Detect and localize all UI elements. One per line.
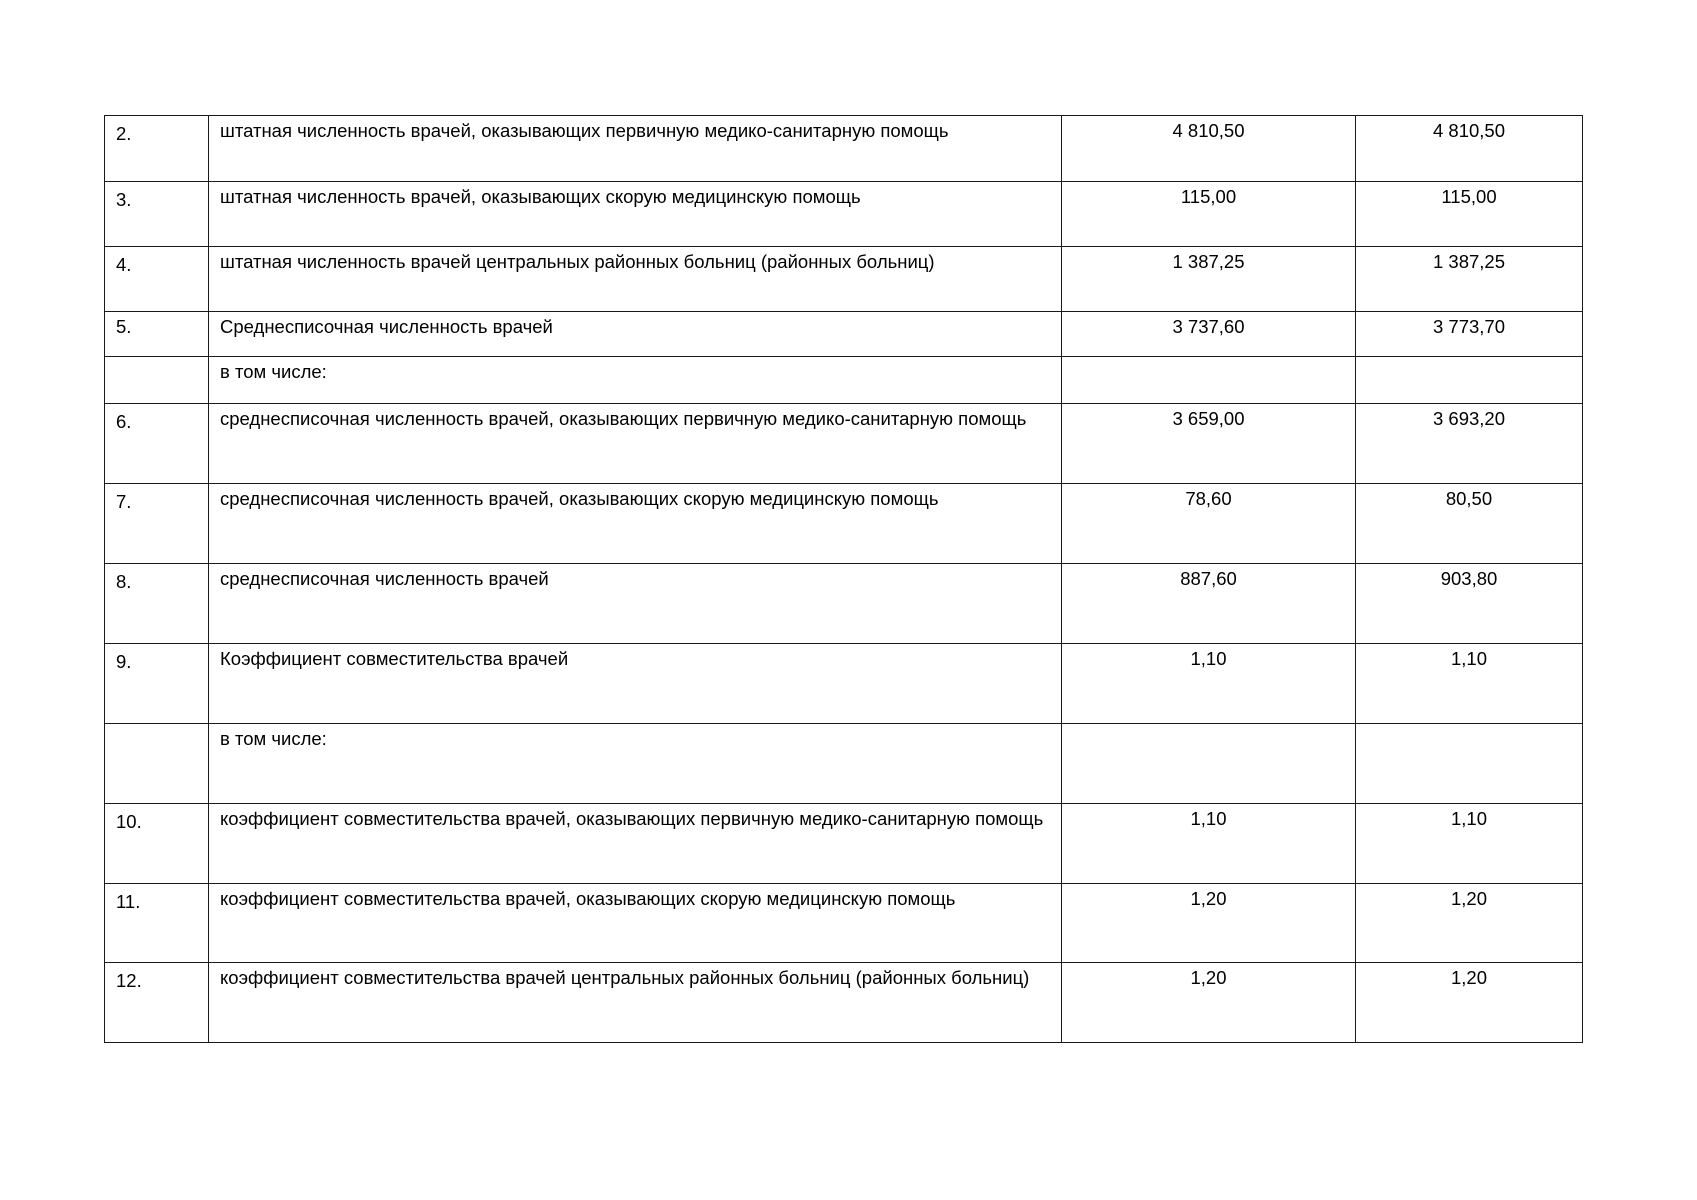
value-cell-2: [1356, 312, 1583, 357]
value-cell-1: [1062, 182, 1356, 247]
row-number: 5.: [116, 316, 132, 337]
value-cell-2: [1356, 963, 1583, 1043]
indicator-name: коэффициент совместительства врачей центральных районных больниц (районных больниц): [220, 967, 1030, 988]
table-row: [105, 182, 1583, 247]
row-number-cell: [105, 804, 209, 884]
indicator-name: среднесписочная численность врачей, оказывающих скорую медицинскую помощь: [220, 488, 939, 509]
value-cell-2: [1356, 116, 1583, 182]
value-cell-2: [1356, 884, 1583, 963]
indicator-name: среднесписочная численность врачей, оказывающих первичную медико-санитарную помощь: [220, 408, 1027, 429]
table-row: [105, 884, 1583, 963]
value-cell-2: [1356, 804, 1583, 884]
table-row: [105, 724, 1583, 804]
value-2: 903,80: [1440, 568, 1498, 589]
indicator-name-cell: [209, 404, 1062, 484]
row-number: 11.: [116, 891, 141, 912]
value-2: [1356, 724, 1582, 725]
table-row: [105, 312, 1583, 357]
value-cell-2: [1356, 247, 1583, 312]
row-number: 4.: [116, 254, 132, 275]
indicator-name: Коэффициент совместительства врачей: [220, 648, 569, 669]
value-cell-2: [1356, 182, 1583, 247]
row-number: 10.: [116, 811, 142, 832]
value-cell-1: [1062, 312, 1356, 357]
row-number-cell: [105, 357, 209, 404]
row-number: [105, 357, 208, 361]
value-cell-1: [1062, 404, 1356, 484]
indicator-name: в том числе:: [220, 361, 327, 382]
indicator-name-cell: [209, 357, 1062, 404]
value-1: 1,20: [1190, 888, 1227, 909]
row-number-cell: [105, 644, 209, 724]
value-1: 3 737,60: [1172, 316, 1245, 337]
value-cell-2: [1356, 404, 1583, 484]
row-number-cell: [105, 312, 209, 357]
table-row: [105, 116, 1583, 182]
indicator-name: среднесписочная численность врачей: [220, 568, 549, 589]
table-row: [105, 804, 1583, 884]
value-cell-1: [1062, 724, 1356, 804]
value-1: 1,10: [1190, 648, 1227, 669]
row-number-cell: [105, 247, 209, 312]
row-number: 6.: [116, 411, 132, 432]
value-cell-2: [1356, 357, 1583, 404]
value-2: 4 810,50: [1432, 120, 1505, 141]
row-number-cell: [105, 116, 209, 182]
row-number-cell: [105, 404, 209, 484]
value-cell-1: [1062, 484, 1356, 564]
indicator-name-cell: [209, 963, 1062, 1043]
row-number: 8.: [116, 571, 132, 592]
row-number-cell: [105, 884, 209, 963]
value-2: 1,20: [1450, 967, 1487, 988]
row-number-cell: [105, 564, 209, 644]
indicator-name: Среднесписочная численность врачей: [220, 316, 553, 337]
table-row: [105, 564, 1583, 644]
value-1: [1062, 724, 1355, 725]
indicator-name: коэффициент совместительства врачей, оказывающих первичную медико-санитарную помощь: [220, 808, 1044, 829]
value-2: 1,10: [1450, 648, 1487, 669]
indicator-name: коэффициент совместительства врачей, оказывающих скорую медицинскую помощь: [220, 888, 956, 909]
value-cell-1: [1062, 884, 1356, 963]
indicator-name-cell: [209, 312, 1062, 357]
value-1: 115,00: [1180, 186, 1237, 207]
indicator-name-cell: [209, 804, 1062, 884]
table-row: [105, 963, 1583, 1043]
indicator-name: в том числе:: [220, 728, 327, 749]
row-number: 3.: [116, 189, 132, 210]
indicator-name-cell: [209, 644, 1062, 724]
indicator-name-cell: [209, 247, 1062, 312]
row-number: [105, 724, 208, 728]
indicator-name: штатная численность врачей, оказывающих скорую медицинскую помощь: [220, 186, 861, 207]
table-row: [105, 357, 1583, 404]
value-2: 3 773,70: [1432, 316, 1505, 337]
row-number: 12.: [116, 970, 142, 991]
table-row: [105, 644, 1583, 724]
row-number-cell: [105, 484, 209, 564]
indicator-name: штатная численность врачей центральных районных больниц (районных больниц): [220, 251, 935, 272]
indicator-name-cell: [209, 116, 1062, 182]
value-cell-1: [1062, 357, 1356, 404]
table-row: [105, 247, 1583, 312]
value-1: 78,60: [1185, 488, 1232, 509]
value-cell-1: [1062, 804, 1356, 884]
value-cell-1: [1062, 564, 1356, 644]
value-1: 1,20: [1190, 967, 1227, 988]
value-1: 1 387,25: [1172, 251, 1245, 272]
indicator-name-cell: [209, 182, 1062, 247]
value-cell-1: [1062, 644, 1356, 724]
row-number-cell: [105, 963, 209, 1043]
value-cell-2: [1356, 724, 1583, 804]
value-2: 115,00: [1441, 186, 1497, 207]
value-2: 1 387,25: [1432, 251, 1505, 272]
indicator-name-cell: [209, 564, 1062, 644]
value-1: 4 810,50: [1172, 120, 1245, 141]
indicators-table: [104, 115, 1583, 1043]
indicator-name: штатная численность врачей, оказывающих первичную медико-санитарную помощь: [220, 120, 949, 141]
table-row: [105, 484, 1583, 564]
table-row: [105, 404, 1583, 484]
value-cell-2: [1356, 564, 1583, 644]
value-cell-2: [1356, 644, 1583, 724]
indicator-name-cell: [209, 724, 1062, 804]
row-number: 9.: [116, 651, 132, 672]
row-number: 2.: [116, 123, 132, 144]
value-2: 1,10: [1450, 808, 1487, 829]
indicator-name-cell: [209, 884, 1062, 963]
row-number-cell: [105, 182, 209, 247]
row-number: 7.: [116, 491, 132, 512]
value-2: 80,50: [1445, 488, 1493, 509]
value-2: 1,20: [1450, 888, 1487, 909]
value-1: 1,10: [1190, 808, 1227, 829]
value-cell-1: [1062, 247, 1356, 312]
value-cell-2: [1356, 484, 1583, 564]
value-1: [1062, 357, 1355, 358]
indicator-name-cell: [209, 484, 1062, 564]
row-number-cell: [105, 724, 209, 804]
value-cell-1: [1062, 116, 1356, 182]
value-1: 887,60: [1180, 568, 1237, 589]
value-2: 3 693,20: [1432, 408, 1505, 429]
value-2: [1356, 357, 1582, 358]
value-1: 3 659,00: [1172, 408, 1245, 429]
value-cell-1: [1062, 963, 1356, 1043]
